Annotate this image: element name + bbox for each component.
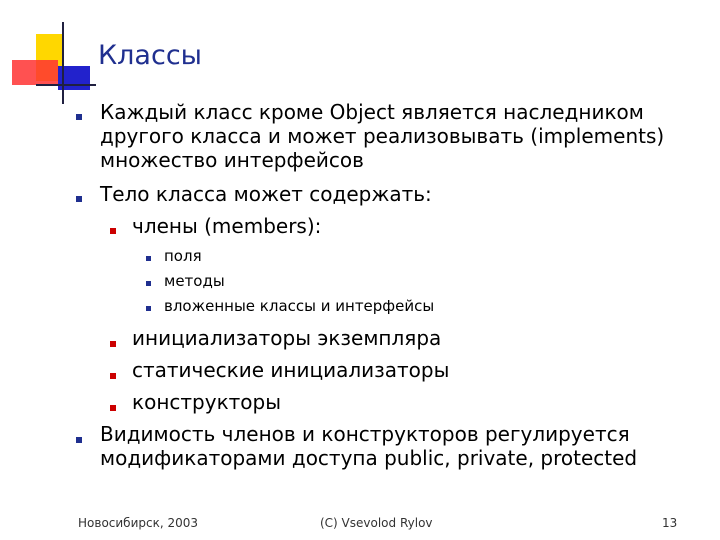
bullet-marker — [76, 114, 82, 120]
bullet-level3: методы — [164, 272, 225, 290]
bullet-level3: поля — [164, 247, 202, 265]
bullet-level1 — [100, 100, 664, 172]
bullet-line: Видимость членов и конструкторов регулируется — [100, 422, 630, 446]
bullet-level3: вложенные классы и интерфейсы — [164, 297, 435, 315]
bullet-line: модификаторами доступа public, private, protected — [100, 446, 638, 470]
bullet-marker — [110, 405, 116, 411]
bullet-marker — [110, 228, 116, 234]
bullet-marker — [110, 373, 116, 379]
bullet-level1 — [100, 422, 637, 470]
bullet-marker — [76, 196, 82, 202]
bullet-level2: статические инициализаторы — [132, 358, 450, 382]
bullet-marker — [146, 306, 151, 311]
bullet-marker — [146, 256, 151, 261]
footer-author: (C) Vsevolod Rylov — [320, 516, 433, 530]
bullet-level2: конструкторы — [132, 390, 282, 414]
footer-page-number: 13 — [662, 516, 678, 530]
bullet-level1: Тело класса может содержать: — [100, 182, 432, 206]
footer-location: Новосибирск, 2003 — [78, 516, 199, 530]
slide-title: Классы — [98, 40, 202, 71]
bullet-level2: члены (members): — [132, 214, 322, 238]
bullet-line: Каждый класс кроме Object является наследником — [100, 100, 644, 124]
bullet-level2: инициализаторы экземпляра — [132, 326, 442, 350]
bullet-marker — [76, 437, 82, 443]
bullet-line: множество интерфейсов — [100, 148, 364, 172]
bullet-line: другого класса и может реализовывать (implements) — [100, 124, 665, 148]
bullet-marker — [146, 281, 151, 286]
bullet-marker — [110, 341, 116, 347]
